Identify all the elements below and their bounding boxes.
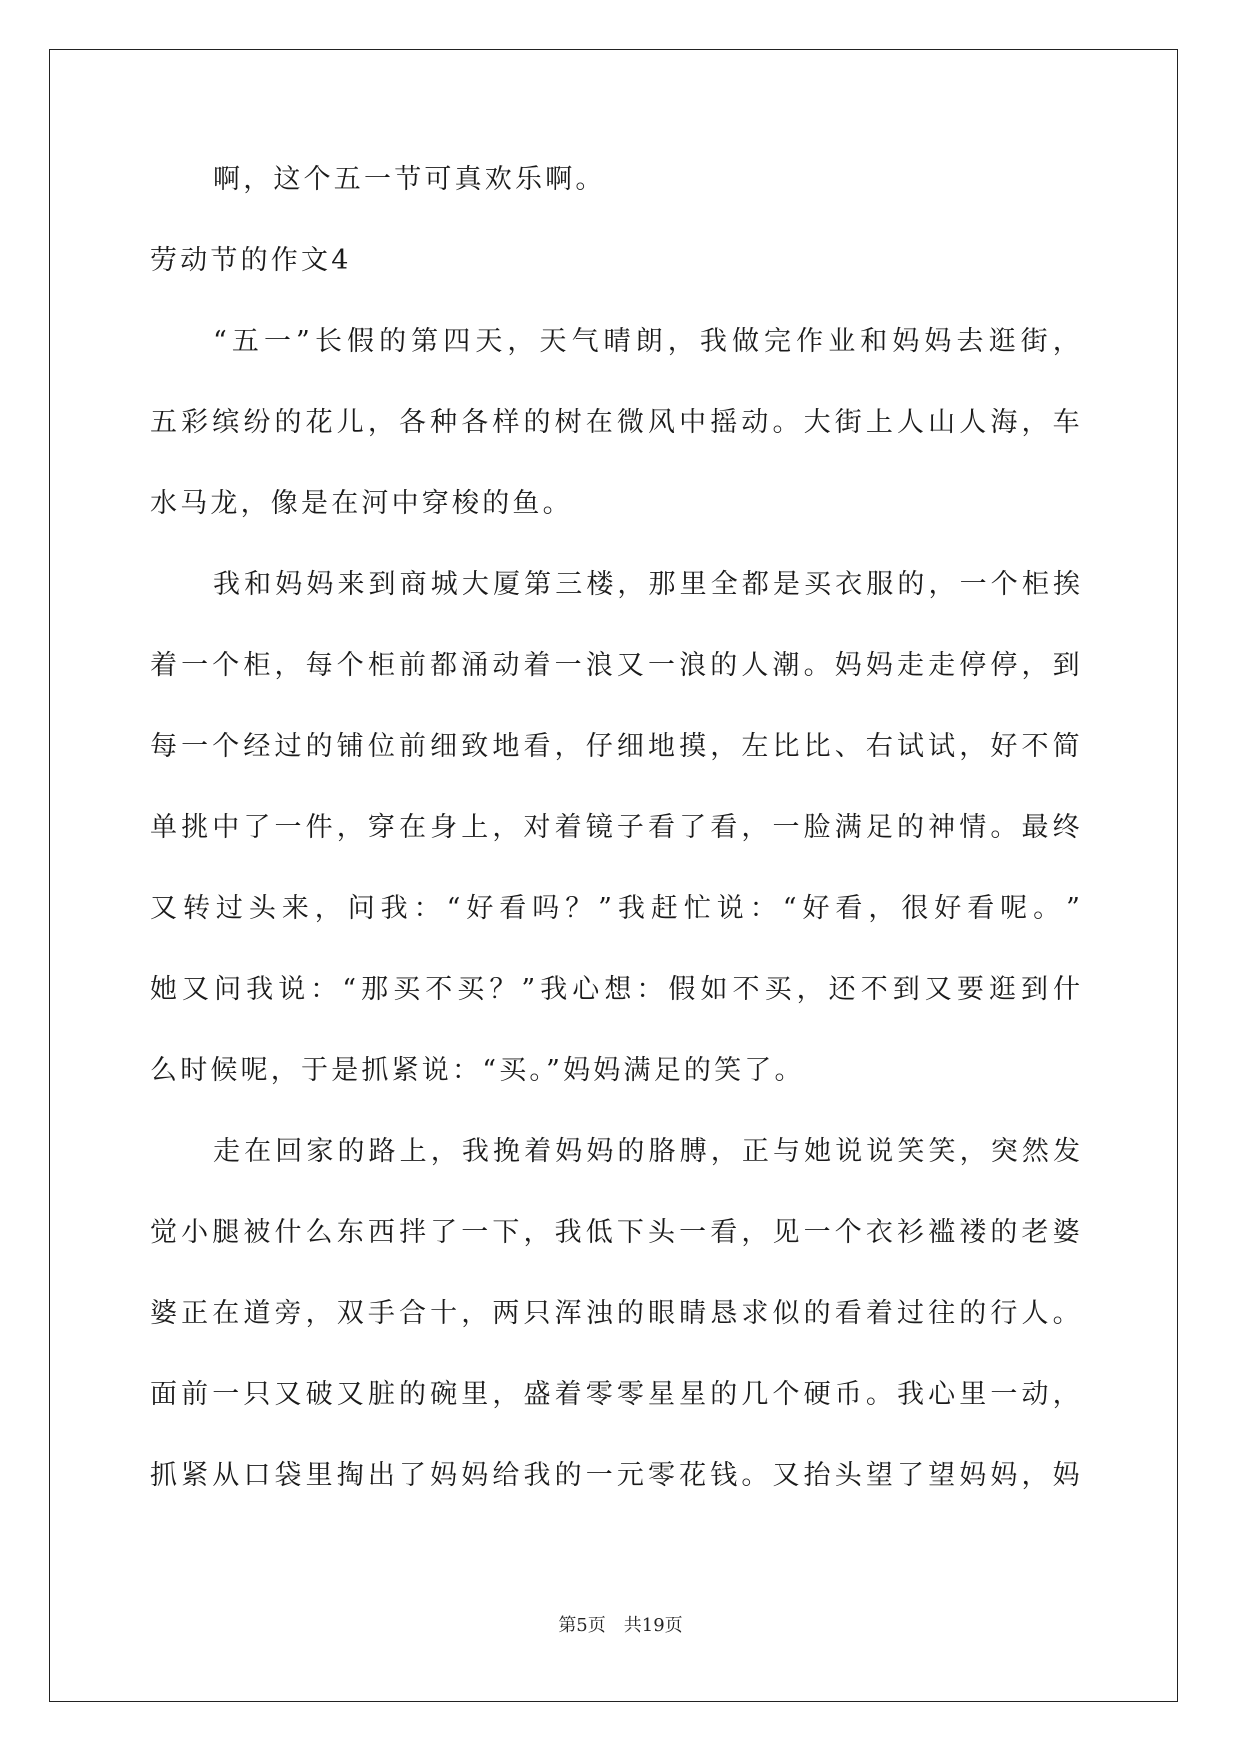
text-line: 单 挑 中 了 一 件 ， 穿 在 身 上 ， 对 着 镜 子 看 了 看 ， 一 脸 满 足 的 神 情 。 最 终 [150, 812, 1080, 843]
text-line: “ 五 一 ” 长 假 的 第 四 天 ， 天 气 晴 朗 ， 我 做 完 作 业 和 妈 妈 去 逛 街 ， [213, 326, 1080, 357]
text-line: 啊，这个五一节可真欢乐啊。 [213, 164, 606, 195]
text-line: 她 又 问 我 说 ： “ 那 买 不 买 ？ ” 我 心 想 ： 假 如 不 买 ， 还 不 到 又 要 逛 到 什 [150, 974, 1080, 1005]
text-line: 水马龙，像是在河中穿梭的鱼。 [150, 488, 573, 519]
text-line: 我 和 妈 妈 来 到 商 城 大 厦 第 三 楼 ， 那 里 全 都 是 买 衣 服 的 ， 一 个 柜 挨 [213, 569, 1080, 600]
page-number: 第5页 共19页 [558, 1615, 683, 1636]
text-line: 五 彩 缤 纷 的 花 儿 ， 各 种 各 样 的 树 在 微 风 中 摇 动 。 大 街 上 人 山 人 海 ， 车 [150, 407, 1080, 438]
text-line: 每 一 个 经 过 的 铺 位 前 细 致 地 看 ， 仔 细 地 摸 ， 左 比 比 、 右 试 试 ， 好 不 简 [150, 731, 1080, 762]
text-line: 面 前 一 只 又 破 又 脏 的 碗 里 ， 盛 着 零 零 星 星 的 几 个 硬 币 。 我 心 里 一 动 ， [150, 1379, 1080, 1410]
text-line: 么时候呢，于是抓紧说：“买。”妈妈满足的笑了。 [150, 1055, 805, 1086]
document-body [150, 160, 1080, 1537]
text-line: 抓 紧 从 口 袋 里 掏 出 了 妈 妈 给 我 的 一 元 零 花 钱 。 又 抬 头 望 了 望 妈 妈 ， 妈 [150, 1460, 1080, 1491]
text-line: 又 转 过 头 来 ， 问 我 ： “ 好 看 吗 ？ ” 我 赶 忙 说 ： “ 好 看 ， 很 好 看 呢 。 ” [150, 893, 1080, 924]
section-heading: 劳动节的作文4 [150, 245, 352, 276]
text-line: 走 在 回 家 的 路 上 ， 我 挽 着 妈 妈 的 胳 膊 ， 正 与 她 说 说 笑 笑 ， 突 然 发 [213, 1136, 1080, 1167]
text-line: 觉 小 腿 被 什 么 东 西 拌 了 一 下 ， 我 低 下 头 一 看 ， 见 一 个 衣 衫 褴 褛 的 老 婆 [150, 1217, 1080, 1248]
text-line: 婆 正 在 道 旁 ， 双 手 合 十 ， 两 只 浑 浊 的 眼 睛 恳 求 似 的 看 着 过 往 的 行 人 。 [150, 1298, 1080, 1329]
text-line: 着 一 个 柜 ， 每 个 柜 前 都 涌 动 着 一 浪 又 一 浪 的 人 潮 。 妈 妈 走 走 停 停 ， 到 [150, 650, 1080, 681]
